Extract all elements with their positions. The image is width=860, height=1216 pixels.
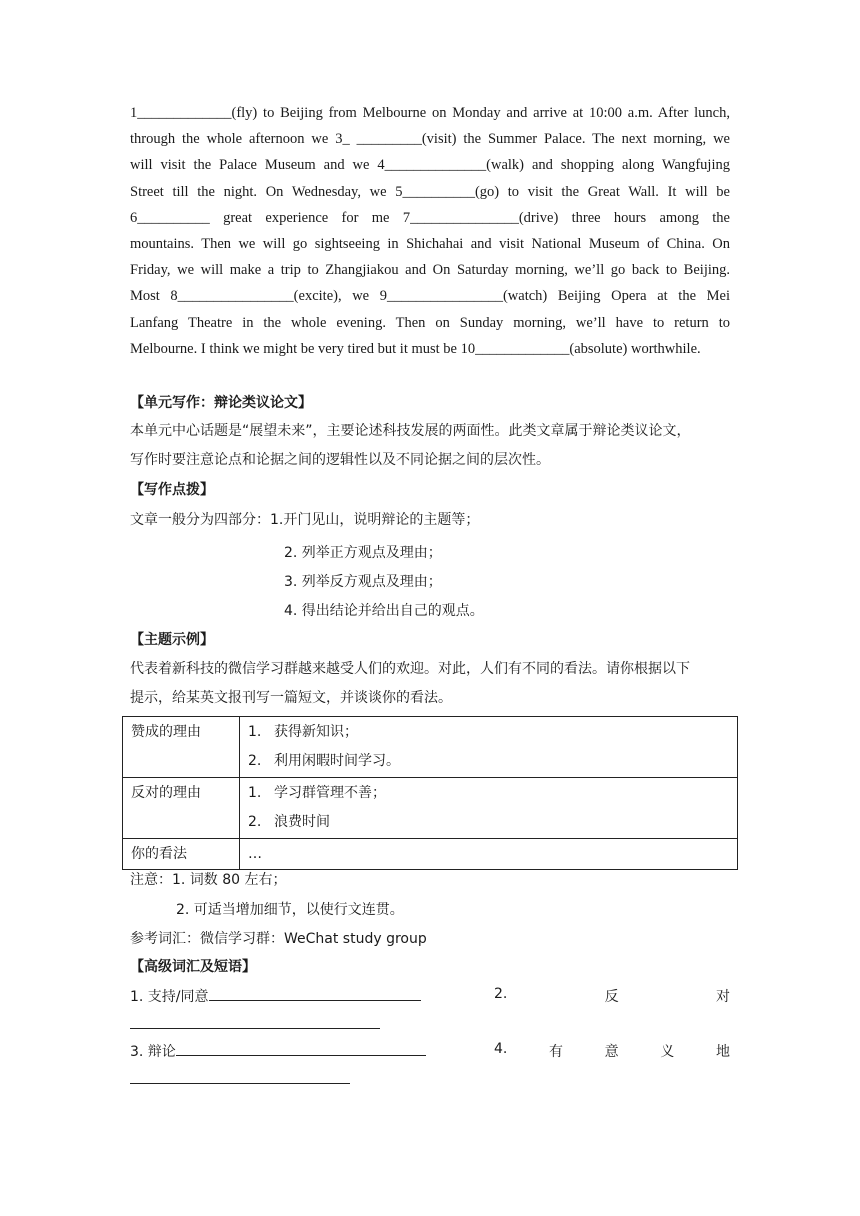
vocab-item-1 — [130, 986, 421, 1006]
answer-blank[interactable] — [176, 1041, 426, 1056]
table-row — [123, 839, 738, 870]
tips-item: 2. 列举正方观点及理由； — [284, 545, 442, 561]
intro-line: 本单元中心话题是“展望未来”，主要论述科技发展的两面性。此类文章属于辩论类议论文， — [130, 423, 691, 439]
example-line: 代表着新科技的微信学习群越来越受人们的欢迎。对此，人们有不同的看法。请你根据以下 — [130, 661, 690, 677]
passage-line: through the whole afternoon we 3_ _________(visit) the Summer Palace. The next morning, we — [130, 131, 730, 148]
item-number: 1. — [248, 724, 262, 740]
vocab-char: 地 — [715, 1044, 730, 1060]
passage-line: Street till the night. On Wednesday, we 5__________(go) to visit the Great Wall. It will be — [130, 183, 730, 200]
answer-blank[interactable] — [209, 986, 421, 1001]
tips-item: 4. 得出结论并给出自己的观点。 — [284, 603, 484, 619]
vocab-reference: 参考词汇：微信学习群：WeChat study group — [130, 931, 427, 947]
example-line: 提示，给某英文报刊写一篇短文，并谈谈你的看法。 — [130, 690, 452, 706]
tips-item: 文章一般分为四部分：1.开门见山，说明辩论的主题等； — [130, 512, 480, 528]
item-number: 1. — [248, 785, 262, 801]
row-items — [240, 717, 738, 778]
item-text: 浪费时间 — [274, 814, 330, 830]
answer-blank[interactable] — [130, 1069, 350, 1084]
vocab-char: 意 — [604, 1044, 619, 1060]
note-line: 注意：1. 词数 80 左右； — [130, 872, 287, 888]
list-item — [248, 809, 737, 838]
vocab-number: 2. — [494, 986, 508, 1002]
vocab-char: 反 — [604, 989, 619, 1005]
table-row — [123, 778, 738, 839]
vocab-item-4-continuation — [130, 1069, 350, 1088]
vocab-item-2 — [494, 986, 730, 1006]
writing-unit-heading: 【单元写作：辩论类议论文】 — [130, 395, 312, 411]
intro-line: 写作时要注意论点和论据之间的逻辑性以及不同论据之间的层次性。 — [130, 452, 550, 468]
tips-item: 3. 列举反方观点及理由； — [284, 574, 442, 590]
row-label: 你的看法 — [123, 839, 240, 870]
vocab-label: 1. 支持/同意 — [130, 989, 209, 1005]
row-items — [240, 778, 738, 839]
row-label: 赞成的理由 — [123, 717, 240, 778]
passage — [130, 100, 730, 362]
list-item — [248, 780, 737, 809]
passage-line: 6__________ great experience for me 7_______________(drive) three hours among the — [130, 209, 730, 226]
list-item — [248, 841, 737, 867]
list-item — [248, 719, 737, 748]
item-number: 2. — [248, 753, 262, 769]
note-line: 2. 可适当增加细节，以使行文连贯。 — [176, 902, 404, 918]
vocab-number: 4. — [494, 1041, 508, 1057]
example-heading: 【主题示例】 — [130, 632, 214, 648]
passage-line: 1_____________(fly) to Beijing from Melbourne on Monday and arrive at 10:00 a.m. After lunch, — [130, 105, 730, 121]
vocab-char: 对 — [715, 989, 730, 1005]
item-text: 学习群管理不善； — [274, 785, 386, 801]
row-items — [240, 839, 738, 870]
table-row — [123, 717, 738, 778]
passage-line: Most 8________________(excite), we 9________________(watch) Beijing Opera at the Mei — [130, 288, 730, 305]
answer-blank[interactable] — [130, 1014, 380, 1029]
passage-line: mountains. Then we will go sightseeing in Shichahai and visit National Museum of China. On — [130, 236, 730, 253]
passage-line: Lanfang Theatre in the whole evening. Then on Sunday morning, we’ll have to return to — [130, 314, 730, 331]
vocab-label: 3. 辩论 — [130, 1044, 176, 1060]
item-number: 2. — [248, 814, 262, 830]
item-text: … — [248, 846, 262, 862]
vocab-char: 有 — [549, 1044, 564, 1060]
passage-line: will visit the Palace Museum and we 4______________(walk) and shopping along Wangfujing — [130, 157, 730, 174]
vocab-item-3 — [130, 1041, 426, 1061]
reasons-table — [122, 716, 738, 870]
vocab-heading: 【高级词汇及短语】 — [130, 959, 256, 975]
passage-line: Friday, we will make a trip to Zhangjiakou and On Saturday morning, we’ll go back to Beijing. — [130, 262, 730, 279]
vocab-item-2-continuation — [130, 1014, 380, 1033]
item-text: 利用闲暇时间学习。 — [274, 753, 400, 769]
row-label: 反对的理由 — [123, 778, 240, 839]
tips-heading: 【写作点拨】 — [130, 482, 214, 498]
item-text: 获得新知识； — [274, 724, 358, 740]
vocab-item-4 — [494, 1041, 730, 1061]
list-item — [248, 748, 737, 777]
passage-line: Melbourne. I think we might be very tired but it must be 10_____________(absolute) worthwhile. — [130, 340, 701, 357]
vocab-char: 义 — [660, 1044, 675, 1060]
